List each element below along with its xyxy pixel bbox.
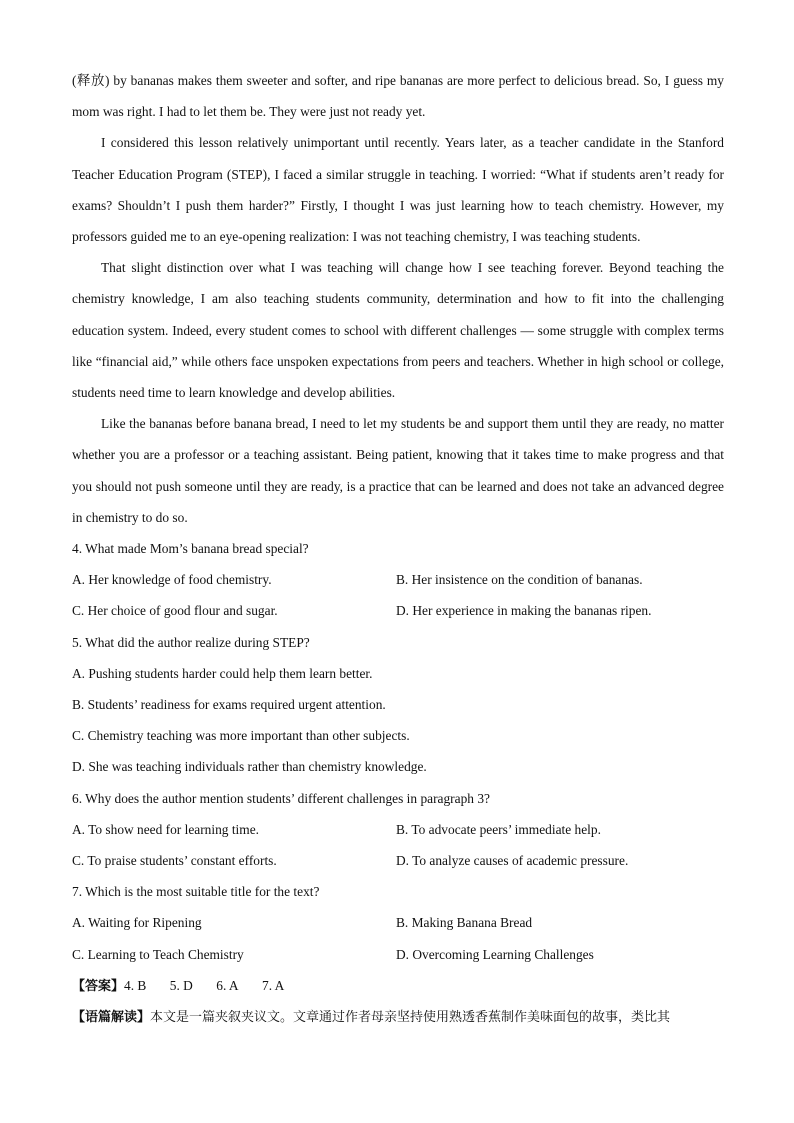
paragraph-4: Like the bananas before banana bread, I need to let my students be and support them until they are ready, no matter whether you are a professor or a teaching assistant. Being patient, knowing that it takes time to make progress and that you should not push someone until they are ready, is a practice that can be learned and does not take an advanced degree in chemistry to do so. — [72, 416, 724, 525]
option-b: B. Making Banana Bread — [396, 915, 533, 931]
option-b: B. To advocate peers’ immediate help. — [396, 821, 601, 837]
option-c: C. Chemistry teaching was more important than other subjects. — [72, 728, 410, 744]
option-d: D. To analyze causes of academic pressure. — [396, 853, 629, 869]
option-d: D. She was teaching individuals rather than chemistry knowledge. — [72, 759, 427, 775]
answer-values: 4. B 5. D 6. A 7. A — [124, 977, 285, 993]
option-c: C. Her choice of good flour and sugar. — [72, 603, 278, 619]
document-body — [72, 65, 724, 1033]
answer-label: 【答案】 — [72, 978, 125, 994]
analysis-label: 【语篇解读】 — [72, 1010, 151, 1026]
option-b: B. Students’ readiness for exams required urgent attention. — [72, 697, 386, 713]
option-d: D. Overcoming Learning Challenges — [396, 946, 594, 962]
question-stem: 5. What did the author realize during STEP? — [72, 634, 310, 650]
option-a: A. To show need for learning time. — [72, 821, 259, 837]
option-a: A. Waiting for Ripening — [72, 915, 202, 931]
answer-key — [72, 970, 724, 1002]
question-6 — [72, 783, 724, 877]
paragraph-1-continuation: (释放) by bananas makes them sweeter and softer, and ripe bananas are more perfect to delicious bread. So, I guess my mom was right. I had to let them be. They were just not ready yet. — [72, 73, 724, 120]
question-stem: 4. What made Mom’s banana bread special? — [72, 541, 309, 557]
paragraph-3: That slight distinction over what I was teaching will change how I see teaching forever. Beyond teaching the chemistry knowledge, I am also teaching students community, determination and how to fit into the challenging education system. Indeed, every student comes to school with different challenges — some struggle with complex terms like “financial aid,” while others face unspoken expectations from peers and teachers. Whether in high school or college, students need time to learn knowledge and develop abilities. — [72, 260, 724, 401]
option-d: D. Her experience in making the bananas ripen. — [396, 603, 652, 619]
paragraph-2: I considered this lesson relatively unimportant until recently. Years later, as a teacher candidate in the Stanford Teacher Education Program (STEP), I faced a similar struggle in teaching. I worried: “What if students aren’t ready for exams? Shouldn’t I push them harder?” Firstly, I thought I was just learning how to teach chemistry. However, my professors guided me to an eye-opening realization: I was not teaching chemistry, I was teaching students. — [72, 135, 724, 245]
question-7 — [72, 876, 724, 970]
question-4 — [72, 533, 724, 627]
question-stem: 7. Which is the most suitable title for the text? — [72, 884, 320, 900]
option-c: C. Learning to Teach Chemistry — [72, 946, 244, 962]
option-c: C. To praise students’ constant efforts. — [72, 853, 277, 869]
option-b: B. Her insistence on the condition of bananas. — [396, 572, 643, 588]
discourse-analysis — [72, 1002, 724, 1033]
question-5 — [72, 627, 724, 783]
option-a: A. Her knowledge of food chemistry. — [72, 572, 272, 588]
analysis-text: 本文是一篇夹叙夹议文。文章通过作者母亲坚持使用熟透香蕉制作美味面包的故事，类比其 — [150, 1010, 671, 1026]
question-stem: 6. Why does the author mention students’ different challenges in paragraph 3? — [72, 790, 490, 806]
option-a: A. Pushing students harder could help them learn better. — [72, 665, 373, 681]
